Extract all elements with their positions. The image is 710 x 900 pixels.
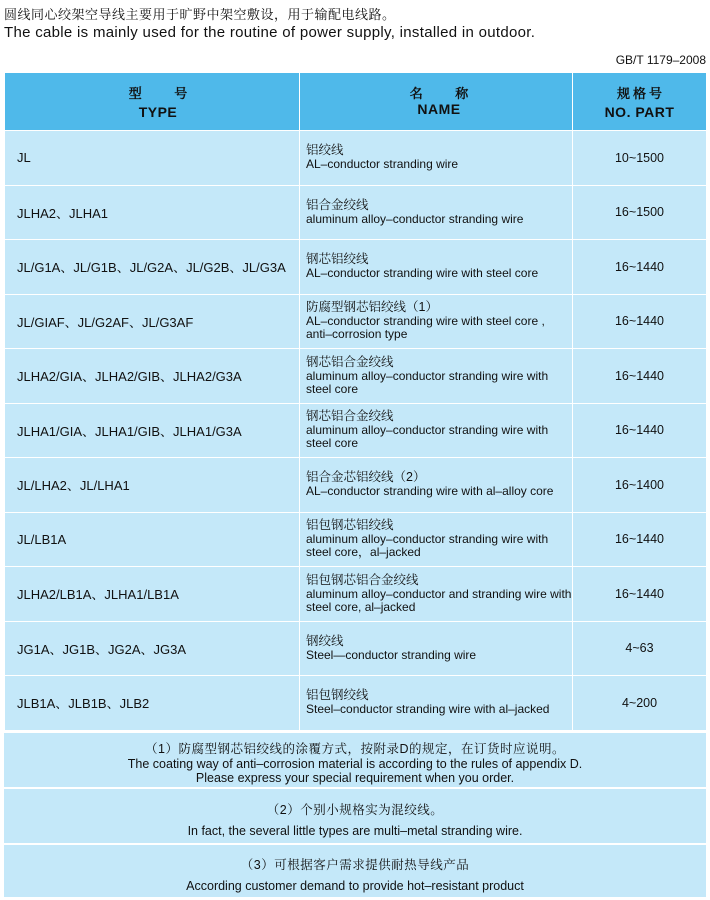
cell-name-zh: 钢芯铝合金绞线	[306, 409, 394, 424]
header-part	[573, 73, 707, 131]
table-row	[5, 349, 707, 404]
cell-part: 4~200	[573, 676, 707, 731]
cell-type: JG1A、JG1B、JG2A、JG3A	[5, 621, 300, 676]
cell-type: JL/GIAF、JL/G2AF、JL/G3AF	[5, 294, 300, 349]
cell-type: JLHA2/GIA、JLHA2/GIB、JLHA2/G3A	[5, 349, 300, 404]
cell-name-en: aluminum alloy–conductor stranding wire with steel core	[306, 423, 549, 451]
cell-name-en: AL–conductor stranding wire	[306, 157, 459, 172]
cell-name-en: AL–conductor stranding wire with steel core , anti–corrosion type	[306, 314, 545, 342]
table-row	[5, 240, 707, 295]
cell-name-zh: 铝包钢芯铝合金绞线	[306, 572, 419, 587]
cell-name-en: Steel–conductor stranding wire with al–jacked	[306, 702, 550, 717]
cell-part: 16~1440	[573, 240, 707, 295]
cable-spec-table	[4, 72, 707, 731]
cell-part: 16~1440	[573, 567, 707, 622]
cell-name	[300, 294, 573, 349]
intro-english: The cable is mainly used for the routine of power supply, installed in outdoor.	[4, 24, 536, 41]
header-name-zh: 名 称	[409, 86, 483, 102]
header-type-zh: 型 号	[128, 87, 202, 102]
table-row	[5, 294, 707, 349]
header-part-en: NO. PART	[604, 104, 675, 120]
cell-name-en: aluminum alloy–conductor stranding wire	[306, 211, 524, 226]
cell-type: JLHA2、JLHA1	[5, 185, 300, 240]
note-2-zh: （2）个别小规格实为混绞线。	[266, 803, 444, 817]
cell-part: 16~1440	[573, 294, 707, 349]
note-2	[4, 789, 706, 843]
cell-name	[300, 512, 573, 567]
cell-part: 10~1500	[573, 131, 707, 186]
cell-name	[300, 676, 573, 731]
cell-type: JLB1A、JLB1B、JLB2	[5, 676, 300, 731]
table-row	[5, 185, 707, 240]
note-1	[4, 733, 706, 787]
cell-name-en: aluminum alloy–conductor stranding wire with steel core	[306, 368, 549, 396]
cell-name	[300, 349, 573, 404]
cell-name-zh: 钢绞线	[306, 633, 344, 648]
cell-type: JL/G1A、JL/G1B、JL/G2A、JL/G2B、JL/G3A	[5, 240, 300, 295]
intro-chinese: 圆线同心绞架空导线主要用于旷野中架空敷设，用于输配电线路。	[4, 8, 396, 23]
cell-type: JL	[5, 131, 300, 186]
cell-type: JL/LB1A	[5, 512, 300, 567]
cell-part: 16~1440	[573, 403, 707, 458]
cell-part: 4~63	[573, 621, 707, 676]
cell-name	[300, 131, 573, 186]
note-3-zh: （3）可根据客户需求提供耐热导线产品	[240, 858, 470, 872]
cell-type: JLHA2/LB1A、JLHA1/LB1A	[5, 567, 300, 622]
cell-name-en: Steel—conductor stranding wire	[306, 647, 477, 662]
cell-name	[300, 567, 573, 622]
cell-name-zh: 防腐型钢芯铝绞线（1）	[306, 300, 438, 315]
table-row	[5, 676, 707, 731]
table-row	[5, 458, 707, 513]
cell-part: 16~1500	[573, 185, 707, 240]
header-name	[300, 73, 573, 131]
cell-name	[300, 240, 573, 295]
standard-code: GB/T 1179–2008	[615, 53, 706, 67]
table-row	[5, 567, 707, 622]
cell-part: 16~1400	[573, 458, 707, 513]
header-type-en: TYPE	[138, 104, 178, 120]
cell-part: 16~1440	[573, 512, 707, 567]
cell-type: JL/LHA2、JL/LHA1	[5, 458, 300, 513]
note-1-en-line2: Please express your special requirement when you order.	[195, 771, 515, 785]
note-1-zh: （1）防腐型钢芯铝绞线的涂覆方式，按附录D的规定，在订货时应说明。	[145, 742, 565, 756]
cell-name	[300, 403, 573, 458]
cell-name-zh: 钢芯铝绞线	[306, 252, 369, 267]
cell-type: JLHA1/GIA、JLHA1/GIB、JLHA1/G3A	[5, 403, 300, 458]
header-part-zh: 规格号	[616, 87, 665, 102]
cell-name-zh: 铝合金绞线	[306, 197, 369, 212]
header-name-en: NAME	[417, 100, 461, 117]
cell-name-zh: 铝绞线	[306, 143, 344, 158]
note-2-en: In fact, the several little types are multi–metal stranding wire.	[187, 824, 523, 838]
cell-name-zh: 铝包钢绞线	[306, 688, 369, 703]
cell-name-en: AL–conductor stranding wire with steel core	[306, 266, 539, 281]
cell-name	[300, 458, 573, 513]
table-row	[5, 621, 707, 676]
table-row	[5, 512, 707, 567]
table-row	[5, 403, 707, 458]
cell-name-zh: 钢芯铝合金绞线	[306, 354, 394, 369]
cell-name	[300, 185, 573, 240]
table-row	[5, 131, 707, 186]
cell-name	[300, 621, 573, 676]
note-3-en: According customer demand to provide hot–resistant product	[186, 879, 524, 893]
table-header-row	[5, 73, 707, 131]
cell-name-zh: 铝合金芯铝绞线（2）	[306, 470, 426, 485]
note-1-en-line1: The coating way of anti–corrosion material is according to the rules of appendix D.	[127, 757, 583, 771]
cell-name-en: aluminum alloy–conductor stranding wire with steel core，al–jacked	[306, 532, 549, 560]
cell-part: 16~1440	[573, 349, 707, 404]
cell-name-en: AL–conductor stranding wire with al–alloy core	[306, 484, 554, 499]
note-3	[4, 845, 706, 897]
cell-name-zh: 铝包钢芯铝绞线	[306, 518, 394, 533]
cell-name-en: aluminum alloy–conductor and stranding wire with steel core, al–jacked	[306, 586, 572, 614]
header-type	[5, 73, 300, 131]
